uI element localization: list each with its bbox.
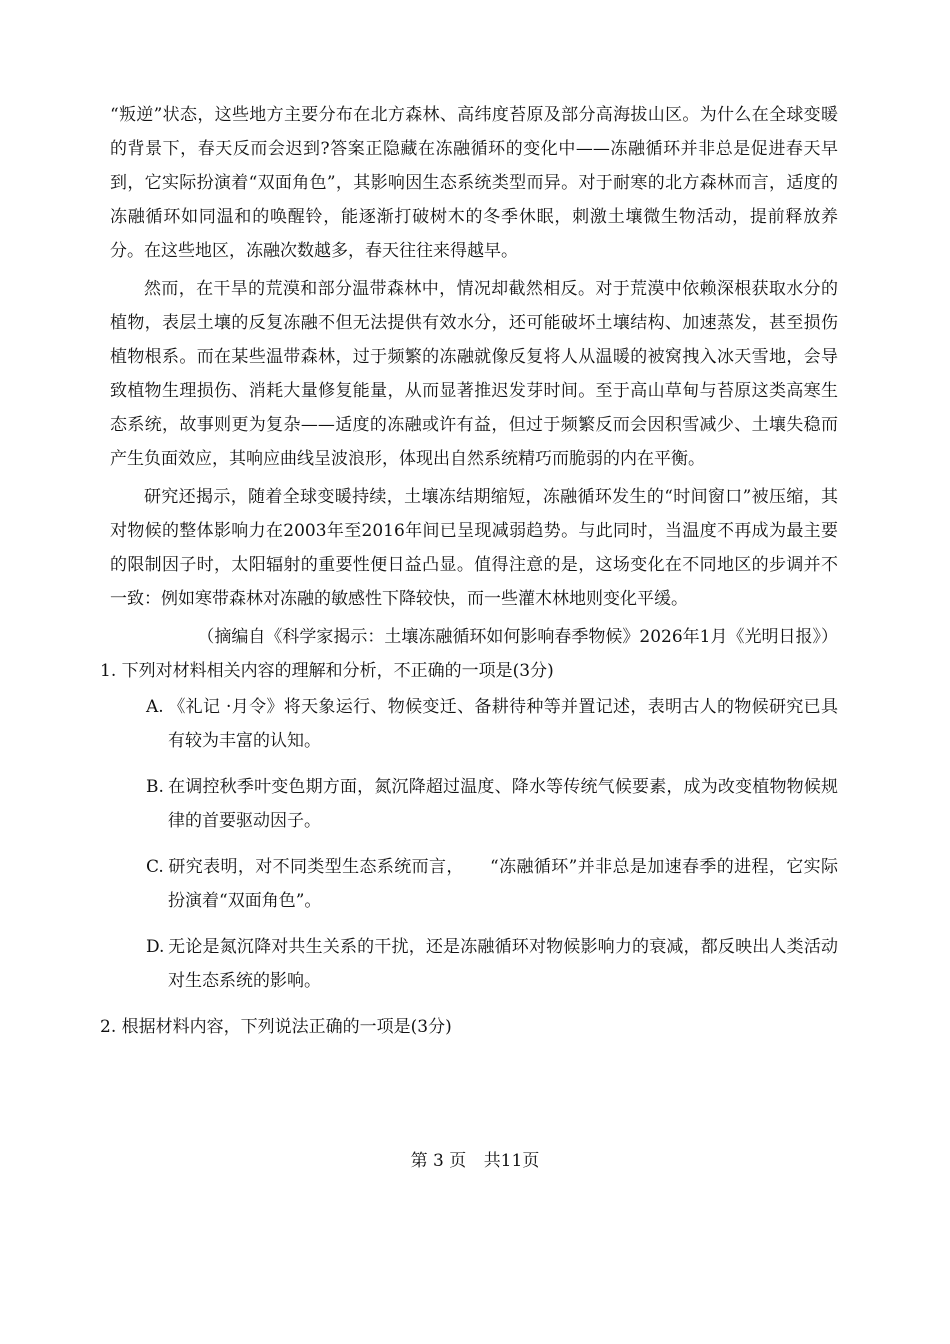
question-1-option-b xyxy=(146,770,838,838)
option-text: 在调控秋季叶变色期方面，氮沉降超过温度、降水等传统气候要素，成为改变植物物候规律的首要驱动因子。 xyxy=(168,777,838,831)
paragraph-3: 研究还揭示，随着全球变暖持续，土壤冻结期缩短，冻融循环发生的“时间窗口”被压缩，其对物候的整体影响力在2003年至2016年间已呈现减弱趋势。与此同时，当温度不再成为最主要的限制因子时，太阳辐射的重要性便日益凸显。值得注意的是，这场变化在不同地区的步调并不一致：例如寒带森林对冻融的敏感性下降较快，而一些灌木林地则变化平缓。 xyxy=(110,487,838,609)
paragraph-1: “叛逆”状态，这些地方主要分布在北方森林、高纬度苔原及部分高海拔山区。为什么在全球变暖的背景下，春天反而会迟到?答案正隐藏在冻融循环的变化中——冻融循环并非总是促进春天早到，它实际扮演着“双面角色”，其影响因生态系统类型而异。对于耐寒的北方森林而言，适度的冻融循环如同温和的唤醒铃，能逐渐打破树木的冬季休眠，刺激土壤微生物活动，提前释放养分。在这些地区，冻融次数越多，春天往往来得越早。 xyxy=(110,105,838,261)
option-key: A. xyxy=(146,697,164,717)
option-key: B. xyxy=(146,777,164,797)
total-pages: 共11页 xyxy=(483,1151,540,1171)
question-1-option-d xyxy=(146,930,838,998)
option-key: D. xyxy=(146,937,165,957)
page-number: 第 3 页 xyxy=(410,1151,467,1171)
option-key: C. xyxy=(146,857,164,877)
option-text: 研究表明，对不同类型生态系统而言， “冻融循环”并非总是加速春季的进程，它实际扮演着“双面角色”。 xyxy=(168,857,838,911)
option-text: 无论是氮沉降对共生关系的干扰，还是冻融循环对物候影响力的衰减，都反映出人类活动对生态系统的影响。 xyxy=(168,937,838,991)
question-2-stem: 2. 根据材料内容，下列说法正确的一项是(3分) xyxy=(100,1017,452,1037)
page-content xyxy=(100,98,838,1046)
option-text: 《礼记 ·月令》将天象运行、物候变迁、备耕待种等并置记述，表明古人的物候研究已具有较为丰富的认知。 xyxy=(168,697,838,751)
question-1-option-c xyxy=(146,850,838,918)
source-citation: （摘编自《科学家揭示：土壤冻融循环如何影响春季物候》2026年1月《光明日报》） xyxy=(197,627,838,647)
question-1-stem: 1. 下列对材料相关内容的理解和分析，不正确的一项是(3分) xyxy=(100,661,554,681)
paragraph-2: 然而，在干旱的荒漠和部分温带森林中，情况却截然相反。对于荒漠中依赖深根获取水分的植物，表层土壤的反复冻融不但无法提供有效水分，还可能破坏土壤结构、加速蒸发，甚至损伤植物根系。而在某些温带森林，过于频繁的冻融就像反复将人从温暖的被窝拽入冰天雪地，会导致植物生理损伤、消耗大量修复能量，从而显著推迟发芽时间。至于高山草甸与苔原这类高寒生态系统，故事则更为复杂——适度的冻融或许有益，但过于频繁反而会因积雪减少、土壤失稳而产生负面效应，其响应曲线呈波浪形，体现出自然系统精巧而脆弱的内在平衡。 xyxy=(110,279,838,469)
question-1-option-a xyxy=(146,690,838,758)
page-footer xyxy=(0,1144,950,1178)
